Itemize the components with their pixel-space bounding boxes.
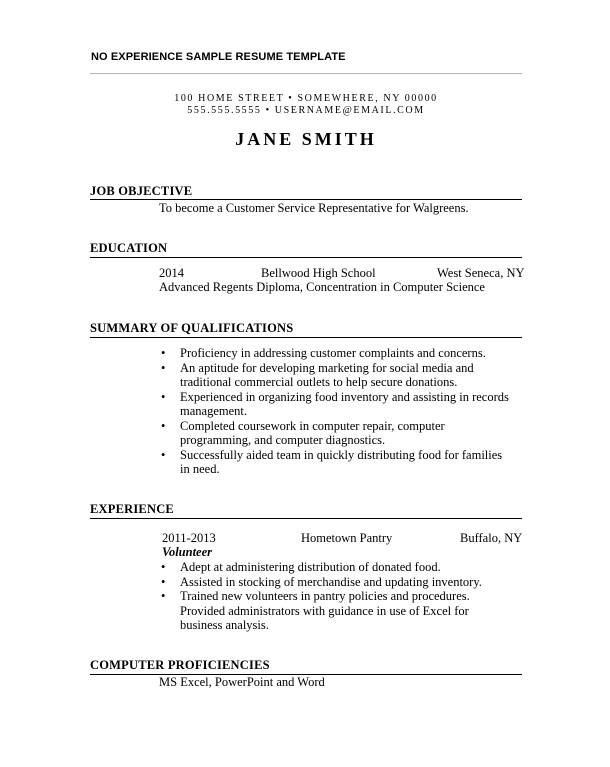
section-title-experience: EXPERIENCE	[90, 502, 174, 516]
section-divider-objective	[90, 199, 522, 200]
list-item: • Assisted in stocking of merchandise and updating inventory.	[161, 575, 513, 590]
experience-employer: Hometown Pantry	[301, 531, 393, 545]
computer-text: MS Excel, PowerPoint and Word	[159, 675, 325, 689]
section-divider-qualifications	[90, 337, 522, 338]
education-school: Bellwood High School	[261, 266, 376, 280]
section-title-qualifications: SUMMARY OF QUALIFICATIONS	[90, 321, 294, 335]
education-location: West Seneca, NY	[437, 266, 525, 280]
section-title-computer: COMPUTER PROFICIENCIES	[90, 658, 270, 672]
candidate-name: JANE SMITH	[235, 129, 377, 149]
header-divider	[90, 73, 522, 74]
section-divider-experience	[90, 518, 522, 519]
list-item: • Trained new volunteers in pantry policies and procedures. Provided administrators with guidance in use of Excel for business analysis.	[161, 589, 513, 633]
experience-role: Volunteer	[162, 545, 213, 559]
qualifications-list	[161, 346, 513, 477]
education-degree: Advanced Regents Diploma, Concentration in Computer Science	[159, 280, 485, 294]
section-divider-education	[90, 257, 522, 258]
section-title-objective: JOB OBJECTIVE	[90, 184, 193, 198]
experience-list	[161, 560, 513, 633]
contact-address: 100 HOME STREET • SOMEWHERE, NY 00000	[174, 93, 438, 104]
list-item: • An aptitude for developing marketing for social media and traditional commercial outlets to help secure donations.	[161, 361, 513, 390]
objective-text: To become a Customer Service Representative for Walgreens.	[159, 201, 469, 215]
contact-phone-email: 555.555.5555 • USERNAME@EMAIL.COM	[187, 105, 425, 116]
list-item: • Adept at administering distribution of donated food.	[161, 560, 513, 575]
document-header-title: NO EXPERIENCE SAMPLE RESUME TEMPLATE	[91, 51, 346, 63]
education-year: 2014	[159, 266, 184, 280]
experience-location: Buffalo, NY	[460, 531, 523, 545]
list-item: • Proficiency in addressing customer complaints and concerns.	[161, 346, 513, 361]
list-item: • Completed coursework in computer repair, computer programming, and computer diagnostics.	[161, 419, 513, 448]
list-item: • Successfully aided team in quickly distributing food for families in need.	[161, 448, 513, 477]
experience-years: 2011-2013	[162, 531, 216, 545]
section-title-education: EDUCATION	[90, 241, 168, 255]
list-item: • Experienced in organizing food inventory and assisting in records management.	[161, 390, 513, 419]
